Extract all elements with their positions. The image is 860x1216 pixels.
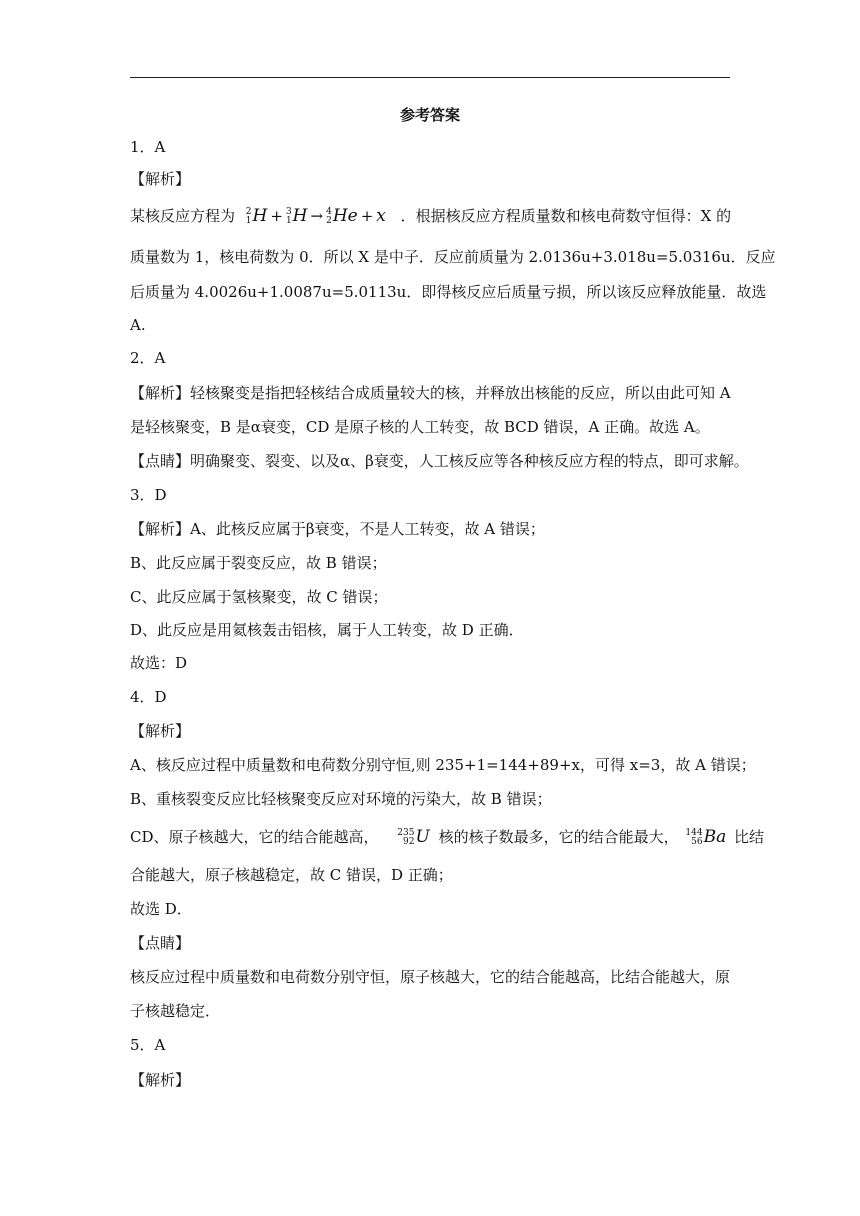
element-symbol: U: [415, 827, 430, 847]
reaction-equation: [246, 207, 391, 225]
isotope-numbers: [286, 208, 292, 226]
text-segment: CD、原子核越大，它的结合能越高，: [130, 828, 379, 846]
charge-number: 1: [285, 215, 292, 226]
text-line: B、此反应属于裂变反应，故 B 错误；: [130, 554, 387, 572]
answer-2: 2．A: [130, 349, 166, 367]
text-line: 质量数为 1，核电荷数为 0．所以 X 是中子．反应前质量为 2.0136u+3.018u=5.0316u．反应: [130, 248, 776, 266]
element-symbol: Ba: [703, 827, 727, 847]
text-line: 故选 D．: [130, 900, 192, 918]
text-line: 后质量为 4.0026u+1.0087u=5.0113u．即得核反应后质量亏损，所以该反应释放能量．故选: [130, 283, 767, 301]
text-line: 【解析】轻核聚变是指把轻核结合成质量较大的核，并释放出核能的反应，所以由此可知 A: [130, 384, 731, 402]
text-line: 合能越大，原子核越稳定，故 C 错误，D 正确；: [130, 866, 453, 884]
charge-number: 92: [403, 836, 415, 847]
header-rule: [130, 77, 730, 78]
element-symbol: H: [292, 206, 308, 226]
text-line: A.: [130, 316, 146, 334]
mass-number: 235: [397, 827, 415, 838]
particle-x: x: [376, 206, 386, 226]
analysis-label: 【解析】: [130, 1071, 191, 1089]
text-line: 核反应过程中质量数和电荷数分别守恒，原子核越大，它的结合能越高，比结合能越大，原: [130, 968, 731, 986]
text-line: 故选：D: [130, 654, 188, 672]
mass-number: 144: [685, 827, 703, 838]
text-line: A、核反应过程中质量数和电荷数分别守恒,则 235+1=144+89+x，可得 x=3，故 A 错误；: [130, 756, 756, 774]
mass-number: 4: [326, 206, 332, 217]
page-title: 参考答案: [399, 106, 460, 124]
text-segment: 核的核子数最多，它的结合能最大，: [438, 828, 679, 846]
text-line: B、重核裂变反应比轻核聚变反应对环境的污染大，故 B 错误；: [130, 790, 552, 808]
charge-number: 56: [691, 836, 703, 847]
isotope-numbers: [326, 208, 332, 226]
plus-sign: +: [360, 207, 374, 225]
text-line: 【解析】A、此核反应属于β衰变，不是人工转变，故 A 错误；: [130, 520, 545, 538]
nuclide-h2: [246, 205, 268, 227]
nuclide-u235: [397, 826, 430, 848]
nuclide-h3: [286, 205, 308, 227]
element-symbol: H: [252, 206, 268, 226]
text-line: 子核越稳定．: [130, 1002, 221, 1020]
hint-label: 【点睛】: [130, 934, 191, 952]
arrow-icon: →: [310, 207, 324, 225]
mass-number: 3: [285, 206, 292, 217]
answer-5: 5．A: [130, 1036, 166, 1054]
isotope-numbers: [246, 208, 252, 226]
text-segment: ．根据核反应方程质量数和核电荷数守恒得：X 的: [400, 207, 732, 225]
text-line: [130, 826, 765, 848]
answer-4: 4．D: [130, 688, 167, 706]
mass-number: 2: [245, 206, 252, 217]
answer-1: 1．A: [130, 138, 166, 156]
isotope-numbers: [397, 829, 414, 847]
text-segment: 比结: [734, 828, 765, 846]
answer-3: 3．D: [130, 486, 167, 504]
nuclide-ba144: [685, 826, 726, 848]
charge-number: 1: [245, 215, 252, 226]
text-line: 是轻核聚变，B 是α衰变，CD 是原子核的人工转变，故 BCD 错误，A 正确。故选 A。: [130, 418, 710, 436]
analysis-label: 【解析】: [130, 170, 191, 188]
text-line: D、此反应是用氦核轰击铝核，属于人工转变，故 D 正确．: [130, 621, 524, 639]
plus-sign: +: [270, 207, 283, 225]
text-line: [130, 205, 730, 227]
isotope-numbers: [685, 829, 702, 847]
text-line: C、此反应属于氢核聚变，故 C 错误；: [130, 588, 388, 606]
analysis-label: 【解析】: [130, 722, 191, 740]
charge-number: 2: [326, 215, 332, 226]
hint-line: 【点睛】明确聚变、裂变、以及α、β衰变，人工核反应等各种核反应方程的特点，即可求解。: [130, 452, 749, 470]
text-segment: 某核反应方程为: [130, 207, 236, 225]
nuclide-he4: [326, 205, 358, 227]
element-symbol: He: [332, 206, 358, 226]
